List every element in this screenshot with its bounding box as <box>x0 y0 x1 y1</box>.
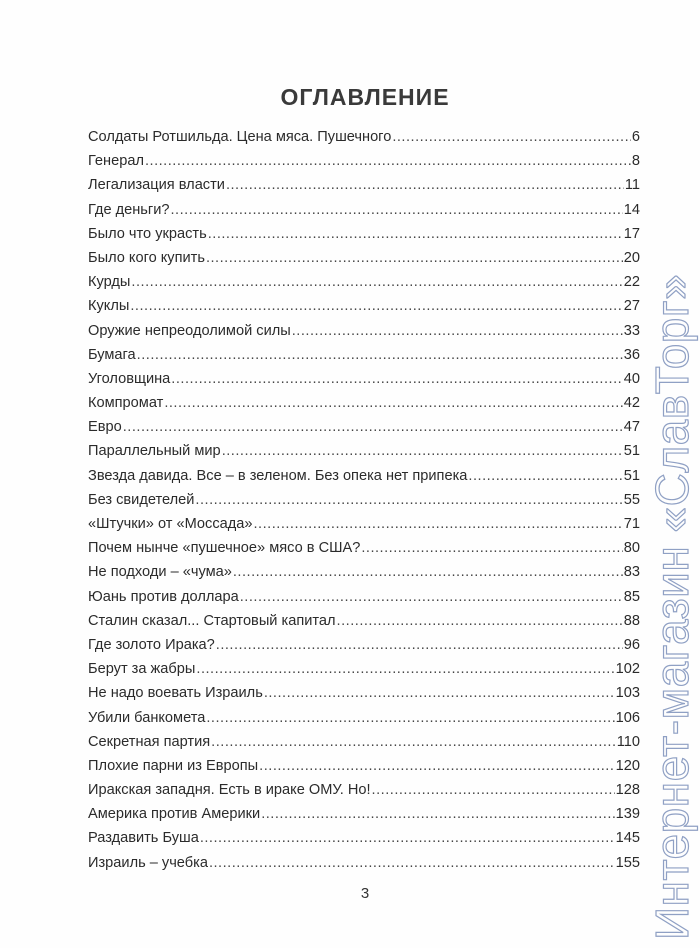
toc-entry-title: Израиль – учебка <box>88 854 208 871</box>
toc-entry-page: 96 <box>623 636 640 653</box>
toc-entry-page: 71 <box>623 516 640 532</box>
dot-leader <box>200 826 615 850</box>
toc-entry-page: 83 <box>623 564 640 581</box>
toc-entry-page: 14 <box>623 201 640 218</box>
toc-entry-title: Где золото Ирака? <box>88 636 215 653</box>
toc-entry-title: Берут за жабры <box>88 661 196 678</box>
toc-entry-title: Солдаты Ротшильда. Цена мяса. Пушечного <box>88 129 392 145</box>
toc-entry[interactable] <box>88 706 640 730</box>
toc-entry-title: Звезда давида. Все – в зеленом. Без опека нет припека <box>88 467 468 484</box>
toc-entry-title: Почем нынче «пушечное» мясо в США? <box>88 540 361 557</box>
toc-entry-page: 27 <box>623 298 640 315</box>
dot-leader <box>123 415 623 439</box>
toc-entry-title: Генерал <box>88 153 144 170</box>
toc-entry-page: 51 <box>623 467 640 484</box>
dot-leader <box>145 149 631 173</box>
toc-entry[interactable] <box>88 681 640 705</box>
toc-entry[interactable] <box>88 657 640 681</box>
dot-leader <box>208 222 623 246</box>
dot-leader <box>233 560 623 584</box>
toc-entry-page: 51 <box>623 443 640 460</box>
page-title: ОГЛАВЛЕНИЕ <box>280 84 450 110</box>
toc-entry[interactable] <box>88 173 640 197</box>
toc-entry-page: 17 <box>623 225 640 242</box>
dot-leader <box>196 657 614 681</box>
toc-entry[interactable] <box>88 391 640 415</box>
toc-entry-page: 106 <box>615 709 640 726</box>
toc-entry-title: Компромат <box>88 395 164 412</box>
toc-entry-page: 47 <box>623 419 640 436</box>
toc-entry-page: 110 <box>616 733 640 750</box>
dot-leader <box>361 536 622 560</box>
toc-entry-title: Без свидетелей <box>88 491 195 508</box>
dot-leader <box>259 754 614 778</box>
toc-entry[interactable] <box>88 222 640 246</box>
toc-entry-title: Не надо воевать Израиль <box>88 685 263 702</box>
toc-entry-page: 33 <box>623 322 640 339</box>
toc-entry[interactable] <box>88 536 640 560</box>
dot-leader <box>292 319 623 343</box>
toc-entry[interactable] <box>88 633 640 657</box>
toc-entry[interactable] <box>88 125 640 149</box>
toc-entry[interactable] <box>88 802 640 826</box>
watermark-text: Интернет-магазин «СлавТорг» <box>646 273 698 940</box>
toc-entry[interactable] <box>88 488 640 512</box>
dot-leader <box>240 585 623 609</box>
toc-entry[interactable] <box>88 826 640 850</box>
toc-entry-page: 155 <box>615 854 640 871</box>
dot-leader <box>264 681 615 705</box>
toc-entry-title: Секретная партия <box>88 733 211 750</box>
dot-leader <box>468 464 622 488</box>
toc-entry[interactable] <box>88 367 640 391</box>
toc-entry-page: 42 <box>623 395 640 412</box>
dot-leader <box>206 706 614 730</box>
toc-entry-page: 8 <box>631 153 640 170</box>
dot-leader <box>171 198 623 222</box>
toc-entry-title: Не подходи – «чума» <box>88 564 232 581</box>
dot-leader <box>209 851 615 875</box>
toc-list <box>88 125 640 875</box>
toc-entry[interactable] <box>88 198 640 222</box>
toc-entry[interactable] <box>88 778 640 802</box>
toc-entry-page: 120 <box>615 757 640 774</box>
toc-entry-title: Легализация власти <box>88 177 225 194</box>
toc-entry-title: Убили банкомета <box>88 709 206 726</box>
toc-entry-title: Юань против доллара <box>88 588 239 605</box>
toc-entry-page: 88 <box>623 612 640 629</box>
toc-entry-page: 103 <box>615 685 640 702</box>
toc-entry-title: Уголовщина <box>88 370 171 387</box>
toc-entry[interactable] <box>88 246 640 270</box>
dot-leader <box>222 439 623 463</box>
toc-entry-title: Плохие парни из Европы <box>88 757 259 774</box>
dot-leader <box>130 294 622 318</box>
dot-leader <box>137 343 623 367</box>
toc-entry-page: 20 <box>623 249 640 266</box>
toc-entry[interactable] <box>88 730 640 754</box>
toc-entry-title: Оружие непреодолимой силы <box>88 322 291 339</box>
toc-entry-title: Бумага <box>88 346 136 363</box>
toc-entry-title: Раздавить Буша <box>88 830 199 847</box>
toc-entry-page: 85 <box>623 588 640 605</box>
toc-entry[interactable] <box>88 512 640 536</box>
toc-entry-page: 6 <box>631 129 640 145</box>
toc-entry-page: 36 <box>623 346 640 363</box>
dot-leader <box>226 173 624 197</box>
toc-entry-page: 145 <box>615 830 640 847</box>
toc-entry-title: Параллельный мир <box>88 443 221 460</box>
toc-entry[interactable] <box>88 609 640 633</box>
dot-leader <box>131 270 622 294</box>
page-number: 3 <box>360 885 370 902</box>
toc-entry[interactable] <box>88 270 640 294</box>
dot-leader <box>206 246 623 270</box>
toc-entry[interactable] <box>88 851 640 875</box>
dot-leader <box>164 391 622 415</box>
toc-entry-title: Курды <box>88 274 131 291</box>
dot-leader <box>216 633 623 657</box>
toc-entry-page: 128 <box>615 782 640 799</box>
toc-entry[interactable] <box>88 149 640 173</box>
toc-entry-page: 40 <box>623 370 640 387</box>
toc-entry-title: Было что украсть <box>88 225 207 242</box>
toc-entry[interactable] <box>88 319 640 343</box>
toc-entry[interactable] <box>88 439 640 463</box>
toc-entry[interactable] <box>88 415 640 439</box>
dot-leader <box>392 125 631 149</box>
dot-leader <box>261 802 614 826</box>
toc-entry[interactable] <box>88 464 640 488</box>
toc-entry-title: Где деньги? <box>88 201 170 218</box>
toc-entry-page: 55 <box>623 491 640 508</box>
toc-entry[interactable] <box>88 294 640 318</box>
toc-entry[interactable] <box>88 560 640 584</box>
toc-entry[interactable] <box>88 343 640 367</box>
toc-entry-page: 80 <box>623 540 640 557</box>
toc-entry-title: Было кого купить <box>88 249 205 266</box>
toc-entry[interactable] <box>88 754 640 778</box>
toc-entry-title: Евро <box>88 419 122 436</box>
dot-leader <box>171 367 622 391</box>
dot-leader <box>195 488 622 512</box>
dot-leader <box>254 512 623 536</box>
toc-entry-title: Америка против Америки <box>88 806 261 823</box>
toc-entry-page: 102 <box>615 661 640 678</box>
toc-entry-page: 139 <box>615 806 640 823</box>
toc-entry-page: 22 <box>623 274 640 291</box>
toc-entry[interactable] <box>88 585 640 609</box>
dot-leader <box>337 609 623 633</box>
toc-entry-title: Иракская западня. Есть в ираке ОМУ. Но! <box>88 782 371 799</box>
toc-entry-title: Куклы <box>88 298 130 315</box>
toc-entry-title: Сталин сказал... Стартовый капитал <box>88 612 336 629</box>
dot-leader <box>211 730 616 754</box>
toc-entry-page: 11 <box>624 177 640 194</box>
dot-leader <box>372 778 615 802</box>
toc-entry-title: «Штучки» от «Моссада» <box>88 516 253 532</box>
